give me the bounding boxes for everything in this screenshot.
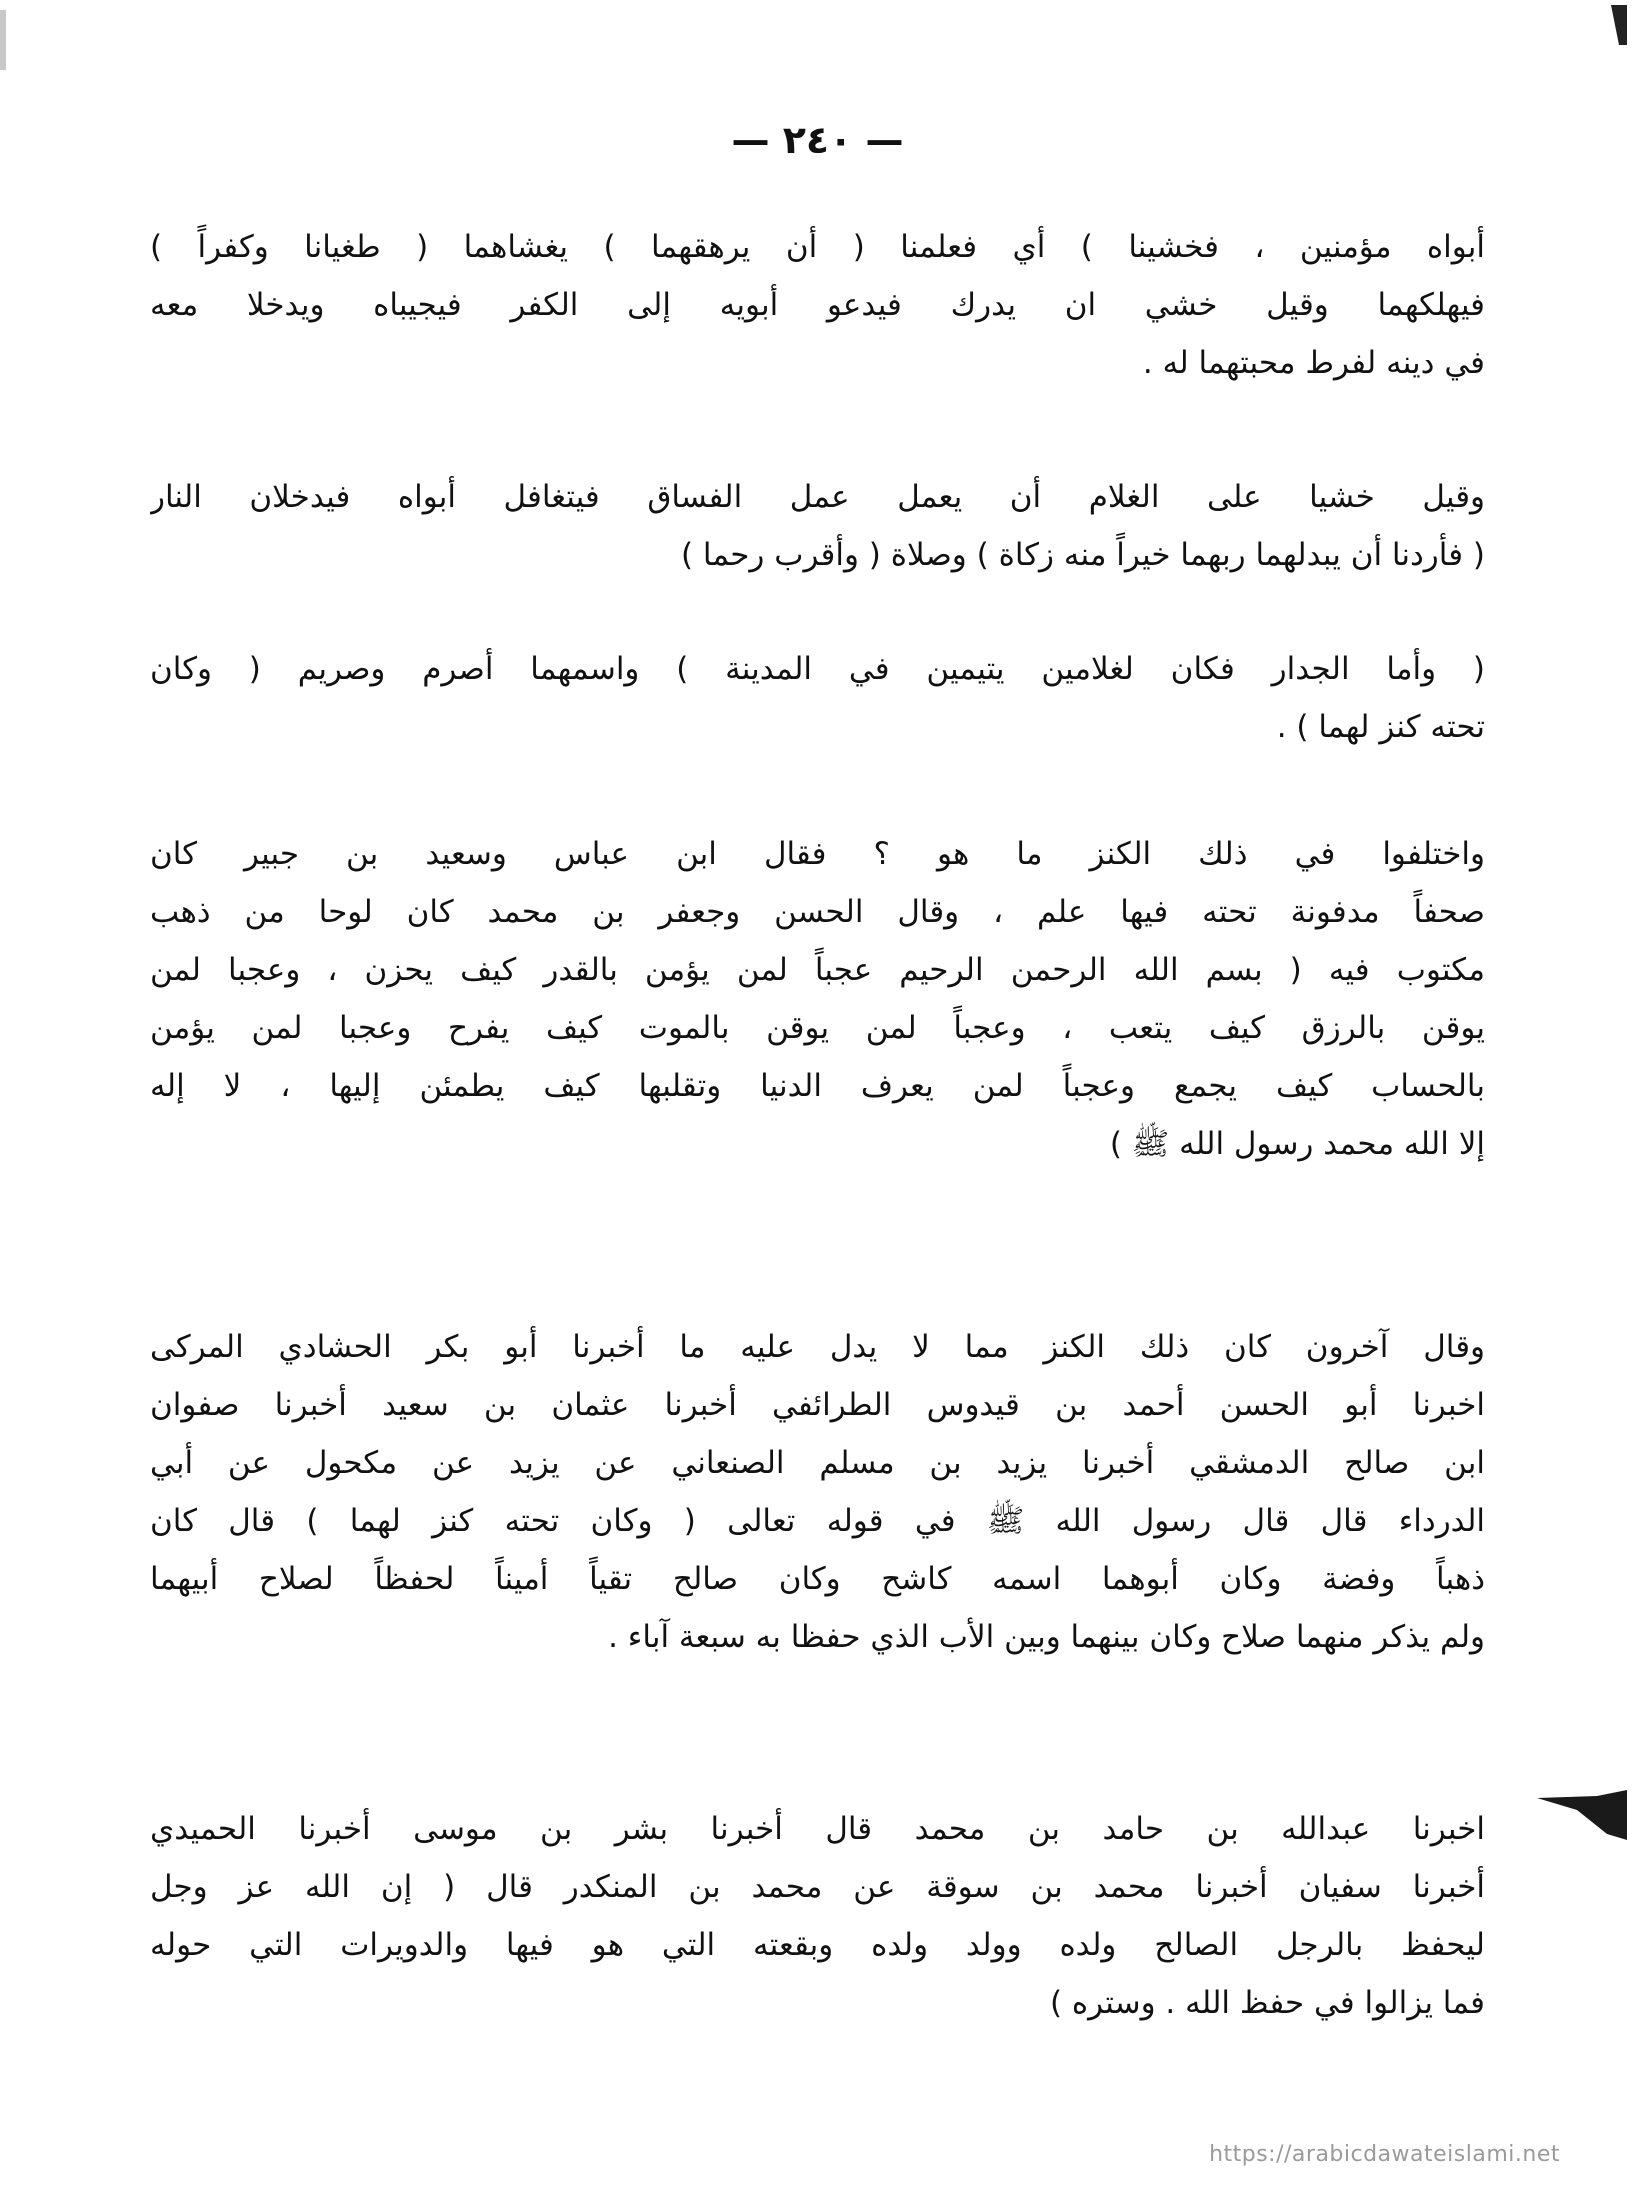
text-line: اخبرنا عبدالله بن حامد بن محمد قال أخبرنا بشر بن موسى أخبرنا الحميدي	[150, 1811, 1485, 1847]
paragraph-6	[150, 1800, 1485, 2032]
text-line: فيهلكهما وقيل خشي ان يدرك فيدعو أبويه إلى الكفر فيجيباه ويدخلا معه	[150, 287, 1485, 323]
text-line: ليحفظ بالرجل الصالح ولده وولد ولده وبقعته التي هو فيها والدويرات التي حوله	[150, 1927, 1485, 1963]
text-line: تحته كنز لهما ) .	[1276, 709, 1485, 745]
text-line: ولم يذكر منهما صلاح وكان بينهما وبين الأب الذي حفظا به سبعة آباء .	[608, 1619, 1485, 1655]
text-line: مكتوب فيه ( بسم الله الرحمن الرحيم عجباً لمن يؤمن بالقدر كيف يحزن ، وعجبا لمن	[150, 952, 1485, 988]
text-line: ( فأردنا أن يبدلهما ربهما خيراً منه زكاة ) وصلاة ( وأقرب رحما )	[680, 537, 1485, 573]
text-line: صحفاً مدفونة تحته فيها علم ، وقال الحسن وجعفر بن محمد كان لوحا من ذهب	[150, 894, 1485, 930]
paragraph-3	[150, 640, 1485, 756]
text-line: وقيل خشيا على الغلام أن يعمل عمل الفساق فيتغافل أبواه فيدخلان النار	[150, 479, 1485, 515]
page-number: — ٢٤٠ —	[731, 118, 904, 162]
paragraph-5	[150, 1318, 1485, 1666]
text-line: يوقن بالرزق كيف يتعب ، وعجباً لمن يوقن بالموت كيف يفرح وعجبا لمن يؤمن	[150, 1010, 1485, 1046]
text-line: أبواه مؤمنين ، فخشينا ) أي فعلمنا ( أن يرهقهما ) يغشاهما ( طغيانا وكفراً )	[150, 229, 1485, 265]
paragraph-1	[150, 218, 1485, 392]
text-line: واختلفوا في ذلك الكنز ما هو ؟ فقال ابن عباس وسعيد بن جبير كان	[150, 836, 1485, 872]
text-line: وقال آخرون كان ذلك الكنز مما لا يدل عليه ما أخبرنا أبو بكر الحشادي المركى	[150, 1329, 1485, 1365]
corner-scan-mark	[1581, 5, 1627, 45]
text-line: الدرداء قال قال رسول الله ﷺ في قوله تعالى ( وكان تحته كنز لهما ) قال كان	[150, 1503, 1485, 1539]
text-line: اخبرنا أبو الحسن أحمد بن قيدوس الطرائفي أخبرنا عثمان بن سعيد أخبرنا صفوان	[150, 1387, 1485, 1423]
scan-edge-mark	[0, 10, 6, 70]
margin-scan-mark	[1537, 1790, 1627, 1840]
paragraph-4	[150, 825, 1485, 1173]
text-line: إلا الله محمد رسول الله ﷺ )	[1109, 1126, 1485, 1162]
text-line: بالحساب كيف يجمع وعجباً لمن يعرف الدنيا وتقلبها كيف يطمئن إليها ، لا إله	[150, 1068, 1485, 1104]
text-line: ذهباً وفضة وكان أبوهما اسمه كاشح وكان صالح تقياً أميناً لحفظاً لصلاح أبيهما	[150, 1561, 1485, 1597]
text-line: ( وأما الجدار فكان لغلامين يتيمين في المدينة ) واسمهما أصرم وصريم ( وكان	[150, 651, 1485, 687]
text-line: فما يزالوا في حفظ الله . وستره )	[1049, 1985, 1485, 2021]
text-line: أخبرنا سفيان أخبرنا محمد بن سوقة عن محمد بن المنكدر قال ( إن الله عز وجل	[150, 1869, 1485, 1905]
text-line: في دينه لفرط محبتهما له .	[1142, 345, 1485, 381]
paragraph-2	[150, 468, 1485, 584]
text-line: ابن صالح الدمشقي أخبرنا يزيد بن مسلم الصنعاني عن يزيد عن مكحول عن أبي	[150, 1445, 1485, 1481]
watermark-url: https://arabicdawateislami.net	[1209, 2142, 1560, 2167]
